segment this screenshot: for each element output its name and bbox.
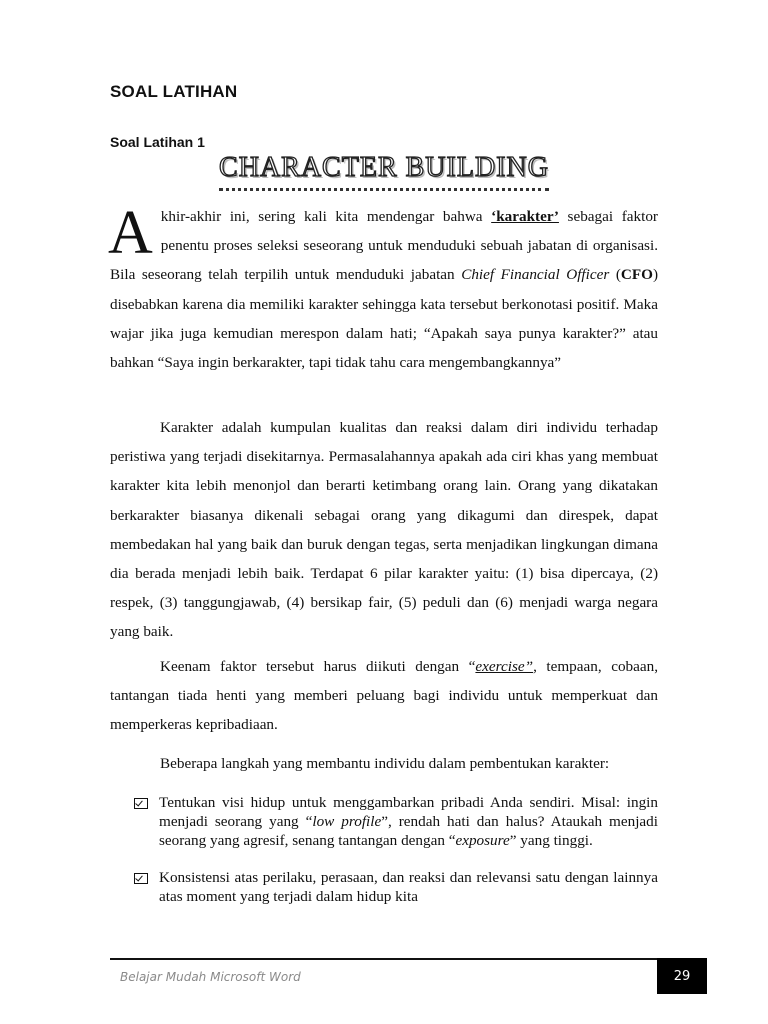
checkbox-checked-icon [134, 873, 148, 884]
list-item-1-italic-2: exposure [455, 832, 510, 849]
list-item-2-text-1: Konsistensi atas perilaku, perasaan, dan reaksi dan relevansi satu dengan lainnya atas moment yang terjadi dalam hidup kita [159, 869, 658, 905]
list-item-1-italic-1: low profile [312, 813, 382, 830]
page-number-text: 29 [673, 968, 691, 984]
list-item-text [159, 793, 658, 850]
footer-book-title: Belajar Mudah Microsoft Word [120, 970, 301, 984]
keyword-exercise: exercise” [475, 658, 534, 675]
p3-text-2: , tempaan, cobaan, tantangan tiada henti yang memberi peluang bagi individu untuk memperkuat dan memperkeras kepribadiaan. [110, 658, 659, 734]
list-item-1-text-3: ” yang tinggi. [509, 832, 593, 849]
p1-bold-cfo: CFO [620, 266, 653, 284]
drop-cap: A [108, 199, 153, 267]
p1-text-1: khir-akhir ini, sering kali kita mendengar bahwa [160, 208, 492, 225]
list-item [134, 868, 658, 906]
p1-text-3: ( [609, 266, 621, 284]
p1-text-4: ) disebabkan karena dia memiliki karakter sehingga kata tersebut berkonotasi positif. Maka wajar jika juga kemudian merespon dalam hati; “Apakah saya punya karakter?” atau bahkan “Saya ingin berkarakter, tapi tidak tahu cara mengembangkannya” [110, 266, 658, 372]
checkbox-checked-icon [134, 798, 148, 809]
footer-divider [110, 958, 707, 960]
paragraph-2: Karakter adalah kumpulan kualitas dan reaksi dalam diri individu terhadap peristiwa yang terjadi disekitarnya. Permasalahannya apakah ada ciri khas yang membuat karakter kita lebih menonjol dan berarti ketimbang orang lain. Orang yang dikatakan berkarakter biasanya dikenali sebagai orang yang dikagumi dan direspek, dapat membedakan hal yang baik dan buruk dengan tegas, serta menjadikan lingkungan dimana dia berada menjadi lebih baik. Terdapat 6 pilar karakter yaitu: (1) bisa dipercaya, (2) respek, (3) tanggungjawab, (4) bersikap fair, (5) peduli dan (6) menjadi warga negara yang baik. [110, 419, 658, 641]
section-title: SOAL LATIHAN [110, 82, 238, 101]
checklist [134, 793, 658, 924]
paragraph-1 [108, 199, 658, 377]
subsection-title: Soal Latihan 1 [110, 134, 205, 150]
list-item [134, 793, 658, 850]
paragraph-4: Beberapa langkah yang membantu individu dalam pembentukan karakter: [160, 755, 610, 772]
p1-italic-cfo: Chief Financial Officer [461, 266, 610, 284]
wordart-title [0, 152, 768, 191]
list-item-1-text-1: Tentukan visi hidup untuk menggambarkan pribadi Anda sendiri. Misal: ingin menjadi seorang yang “ [159, 794, 658, 830]
keyword-karakter: ‘karakter’ [491, 208, 559, 225]
paragraph-3 [110, 652, 658, 740]
wordart-title-text: CHARACTER BUILDING [219, 152, 549, 191]
list-item-1-text-2: ”, rendah hati dan halus? Ataukah menjadi seorang yang agresif, senang tantangan dengan “ [159, 813, 658, 849]
p3-text-1: Keenam faktor tersebut harus diikuti dengan “ [160, 658, 476, 675]
list-item-text [159, 868, 658, 906]
page-number [657, 958, 707, 994]
p1-text-2: sebagai faktor penentu proses seleksi seseorang untuk menduduki sebuah jabatan di organisasi. Bila seseorang telah terpilih untuk menduduki jabatan [110, 208, 658, 284]
